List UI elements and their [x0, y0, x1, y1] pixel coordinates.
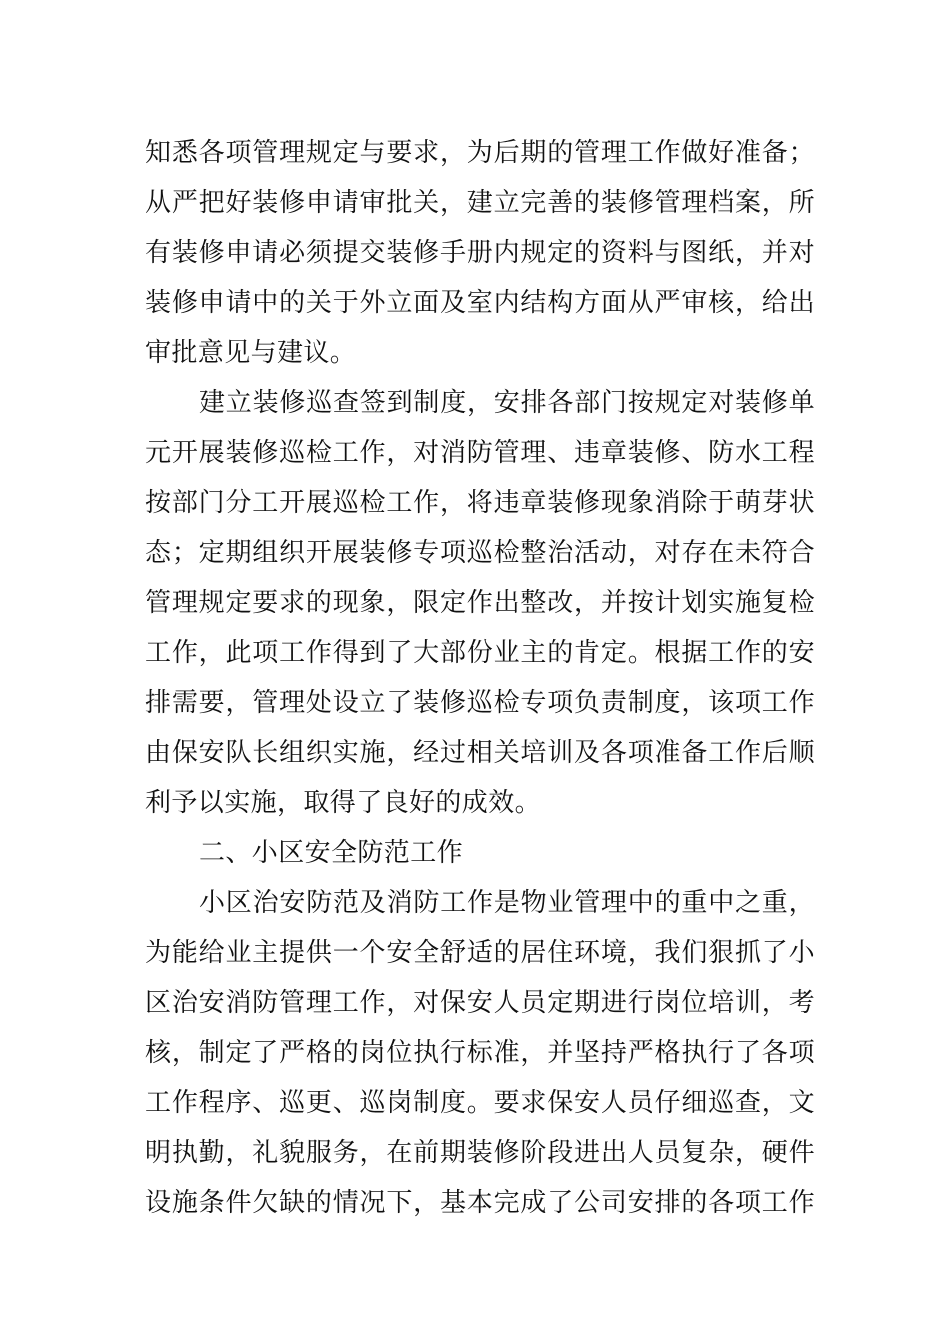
paragraph-first-line: 二、小区安全防范工作: [199, 838, 464, 868]
paragraph-first-line: 建立装修巡查签到制度，安排各部门按规定对装修单: [199, 388, 815, 418]
text-line: 管理规定要求的现象，限定作出整改，并按计划实施复检: [145, 588, 815, 618]
text-line: 为能给业主提供一个安全舒适的居住环境，我们狠抓了小: [145, 938, 815, 968]
paragraph-first-line: 小区治安防范及消防工作是物业管理中的重中之重，: [199, 888, 815, 918]
text-line: 态；定期组织开展装修专项巡检整治活动，对存在未符合: [145, 538, 815, 568]
text-line: 设施条件欠缺的情况下，基本完成了公司安排的各项工作: [145, 1188, 815, 1218]
text-line: 元开展装修巡检工作，对消防管理、违章装修、防水工程: [145, 438, 815, 468]
text-line: 有装修申请必须提交装修手册内规定的资料与图纸，并对: [145, 238, 815, 268]
text-line: 工作，此项工作得到了大部份业主的肯定。根据工作的安: [145, 638, 815, 668]
text-line: 知悉各项管理规定与要求，为后期的管理工作做好准备；: [145, 138, 815, 168]
text-line: 区治安消防管理工作，对保安人员定期进行岗位培训，考: [145, 988, 815, 1018]
text-line: 由保安队长组织实施，经过相关培训及各项准备工作后顺: [145, 738, 815, 768]
text-line: 从严把好装修申请审批关，建立完善的装修管理档案，所: [145, 188, 815, 218]
text-line: 利予以实施，取得了良好的成效。: [145, 788, 542, 818]
text-line: 工作程序、巡更、巡岗制度。要求保安人员仔细巡查，文: [145, 1088, 815, 1118]
text-line: 装修申请中的关于外立面及室内结构方面从严审核，给出: [145, 288, 815, 318]
text-line: 按部门分工开展巡检工作，将违章装修现象消除于萌芽状: [145, 488, 815, 518]
document-body: [145, 128, 815, 1228]
text-line: 明执勤，礼貌服务，在前期装修阶段进出人员复杂，硬件: [145, 1138, 815, 1168]
text-line: 排需要，管理处设立了装修巡检专项负责制度，该项工作: [145, 688, 815, 718]
text-line: 审批意见与建议。: [145, 338, 357, 368]
text-line: 核，制定了严格的岗位执行标准，并坚持严格执行了各项: [145, 1038, 815, 1068]
